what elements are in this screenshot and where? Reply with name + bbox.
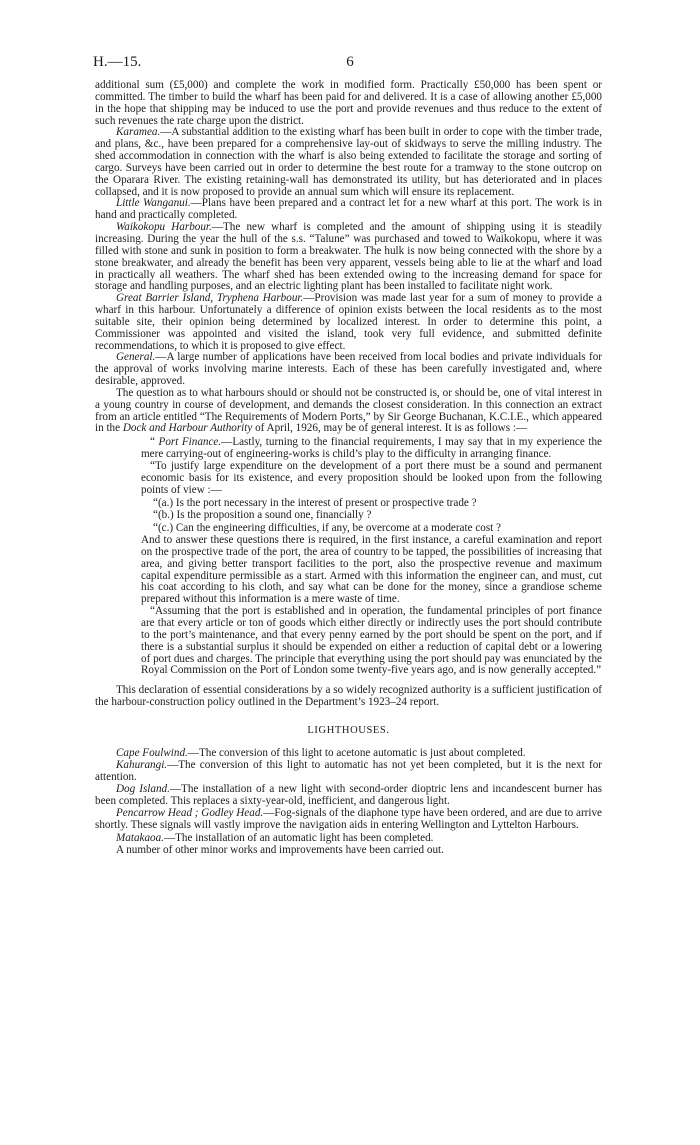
quote-text: —Lastly, turning to the financial requirements, I may say that in my experience the mere carrying-out of engineering-works is child’s play to the difficulty in arranging finance. [141, 436, 602, 461]
declaration-paragraph: This declaration of essential considerations by a so widely recognized authority is a sufficient justification of the harbour-construction policy outlined in the Department’s 1923–24 report. [95, 684, 602, 709]
lighthouse-dog-island [95, 784, 602, 808]
quote-point-a: “(a.) Is the port necessary in the interest of present or prospective trade ? [153, 496, 477, 509]
page-number: 6 [346, 54, 354, 70]
harbour-text: —A substantial addition to the existing wharf has been built in order to cope with the timber trade, and plans, &c., have been prepared for a comprehensive lay-out of skidways to serve the milling industry. The shed accommodation in connection with the wharf is also being extended to facilitate the storage and sorting of cargo. Surveys have been carried out in order to determine the best route for a tramway to the stone outcrop on the Oparara River. The existing retaining-wall has demonstrated its utility, but has deteriorated and in places collapsed, and it is now proposed to provide an annual sum which will ensure its replacement. [95, 126, 602, 198]
harbour-paragraph-great-barrier [95, 293, 602, 352]
lighthouse-text: —The conversion of this light to automatic has not yet been completed, but it is the next for attention. [95, 759, 602, 783]
lighthouse-matakaoa [95, 833, 602, 845]
quote-point-b: “(b.) Is the proposition a sound one, financially ? [153, 509, 372, 522]
harbour-name: Karamea. [116, 126, 161, 139]
document-reference: H.—15. [93, 54, 142, 70]
page-header [93, 54, 607, 74]
harbour-paragraph-karamea [95, 127, 602, 198]
harbour-text: —A large number of applications have been received from local bodies and private individuals for the approval of works involving marine interests. Each of these has been carefully investigated and, where desirable, approved. [95, 351, 602, 388]
harbour-name: Great Barrier Island, Tryphena Harbour. [116, 292, 304, 305]
lighthouse-name: Cape Foulwind. [116, 746, 188, 759]
lighthouse-name: Dog Island. [116, 783, 170, 796]
quote-paragraph-port-finance [141, 437, 602, 461]
quote-paragraph-assuming: “Assuming that the port is established and in operation, the fundamental principles of port finance are that every article or ton of goods which either directly or indirectly uses the port should contribute to the port’s maintenance, and that every penny earned by the port should be spent on the port, and if there is a substantial surplus it should be expended on either a reduction of capital debt or a lowering of port dues and charges. The principle that everything using the port should pay was enunciated by the Royal Commission on the Port of London some twenty-five years ago, and is now generally accepted.” [141, 605, 602, 677]
harbour-name: Little Wanganui. [116, 197, 191, 210]
quote-title: Port Finance. [158, 436, 222, 449]
lighthouses-section [95, 748, 602, 857]
lighthouse-name: Matakaoa. [116, 831, 164, 844]
quote-mark: “ [150, 436, 155, 449]
harbour-paragraph-general [95, 352, 602, 388]
lighthouses-heading: LIGHTHOUSES. [307, 724, 390, 736]
harbour-paragraph-waikokopu [95, 222, 602, 293]
lighthouse-pencarrow-godley [95, 808, 602, 832]
journal-title: Dock and Harbour Authority [122, 422, 253, 435]
quote-point-c: “(c.) Can the engineering difficulties, if any, be overcome at a moderate cost ? [153, 522, 501, 535]
lighthouse-text: —Fog-signals of the diaphone type have been ordered, and are due to arrive shortly. These signals will vastly improve the navigation aids in entering Wellington and Lyttelton Harbours. [95, 807, 602, 832]
harbour-name: Waikokopu Harbour. [116, 221, 212, 234]
harbour-text: —Plans have been prepared and a contract let for a new wharf at this port. The work is in hand and practically completed. [95, 197, 603, 222]
harbour-name: General. [116, 351, 156, 364]
closing-paragraph: A number of other minor works and improvements have been carried out. [116, 843, 444, 856]
question-text-end: of April, 1926, may be of general interest. It is as follows :— [252, 422, 528, 435]
lighthouse-name: Pencarrow Head ; Godley Head. [116, 807, 264, 820]
quote-paragraph-answer: And to answer these questions there is required, in the first instance, a careful examination and report on the prospective trade of the port, the area of country to be tapped, the possibilities of increasing that area, and giving better transport facilities to the port, also the prospective revenue and maximum capital expenditure permissible as a start. Armed with this information the engineer can, and must, cut his coat according to his cloth, and say what can be done for the money, since a grandiose scheme prepared without this information is a mere waste of time. [141, 534, 602, 606]
quote-paragraph-justify: “To justify large expenditure on the development of a port there must be a sound and permanent economic basis for its existence, and every proposition should be looked upon from the following points of view :— [141, 460, 602, 496]
lighthouse-kahurangi [95, 760, 602, 784]
question-text: The question as to what harbours should or should not be constructed is, or should be, one of vital interest in a young country in course of development, and demands the closest consideration. In this connection an extract from an article entitled “The Requirements of Modern Ports,” by Sir George Buchanan, K.C.I.E., which appeared in the [95, 386, 602, 435]
page-body [95, 80, 602, 857]
lighthouse-text: —The installation of an automatic light has been completed. [163, 831, 434, 844]
harbour-text: —Provision was made last year for a sum of money to provide a wharf in this harbour. Unfortunately a difference of opinion exists between the local residents as to the most suitable site, their opinion being determined by localized interest. In order to determine this point, a Commissioner was appointed and visited the island, took very full evidence, and submitted definite recommendations, to which it is proposed to give effect. [95, 292, 602, 352]
question-paragraph [95, 388, 602, 435]
lighthouse-name: Kahurangi. [116, 759, 168, 772]
lighthouse-text: —The conversion of this light to acetone automatic is just about completed. [187, 746, 526, 759]
opening-paragraph: additional sum (£5,000) and complete the work in modified form. Practically £50,000 has been spent or committed. The timber to build the wharf has been paid for and delivered. It is a case of allowing another £5,000 in the hope that shipping may be induced to use the port and provide revenues and thus reduce to the extent of such revenues the rate charge upon the district. [95, 79, 602, 127]
harbour-paragraph-little-wanganui [95, 198, 602, 222]
lighthouse-cape-foulwind [95, 748, 602, 760]
harbour-text: —The new wharf is completed and the amount of shipping using it is steadily increasing. During the year the hull of the s.s. “Talune” was purchased and towed to Waikokopu, where it was filled with stone and sunk in position to form a breakwater. The hulk is now being connected with the shore by a stone breakwater, and already the benefit has been very apparent, vessels being able to lie at the wharf and load in practically all weathers. The wharf shed has been extended owing to the increasing demand for space for storage and handling purposes, and an electric lighting plant has been installed to facilitate night work. [95, 221, 602, 293]
lighthouse-text: —The installation of a new light with second-order dioptric lens and incandescent burner has been completed. This replaces a sixty-year-old, inefficient, and dangerous light. [95, 783, 603, 808]
